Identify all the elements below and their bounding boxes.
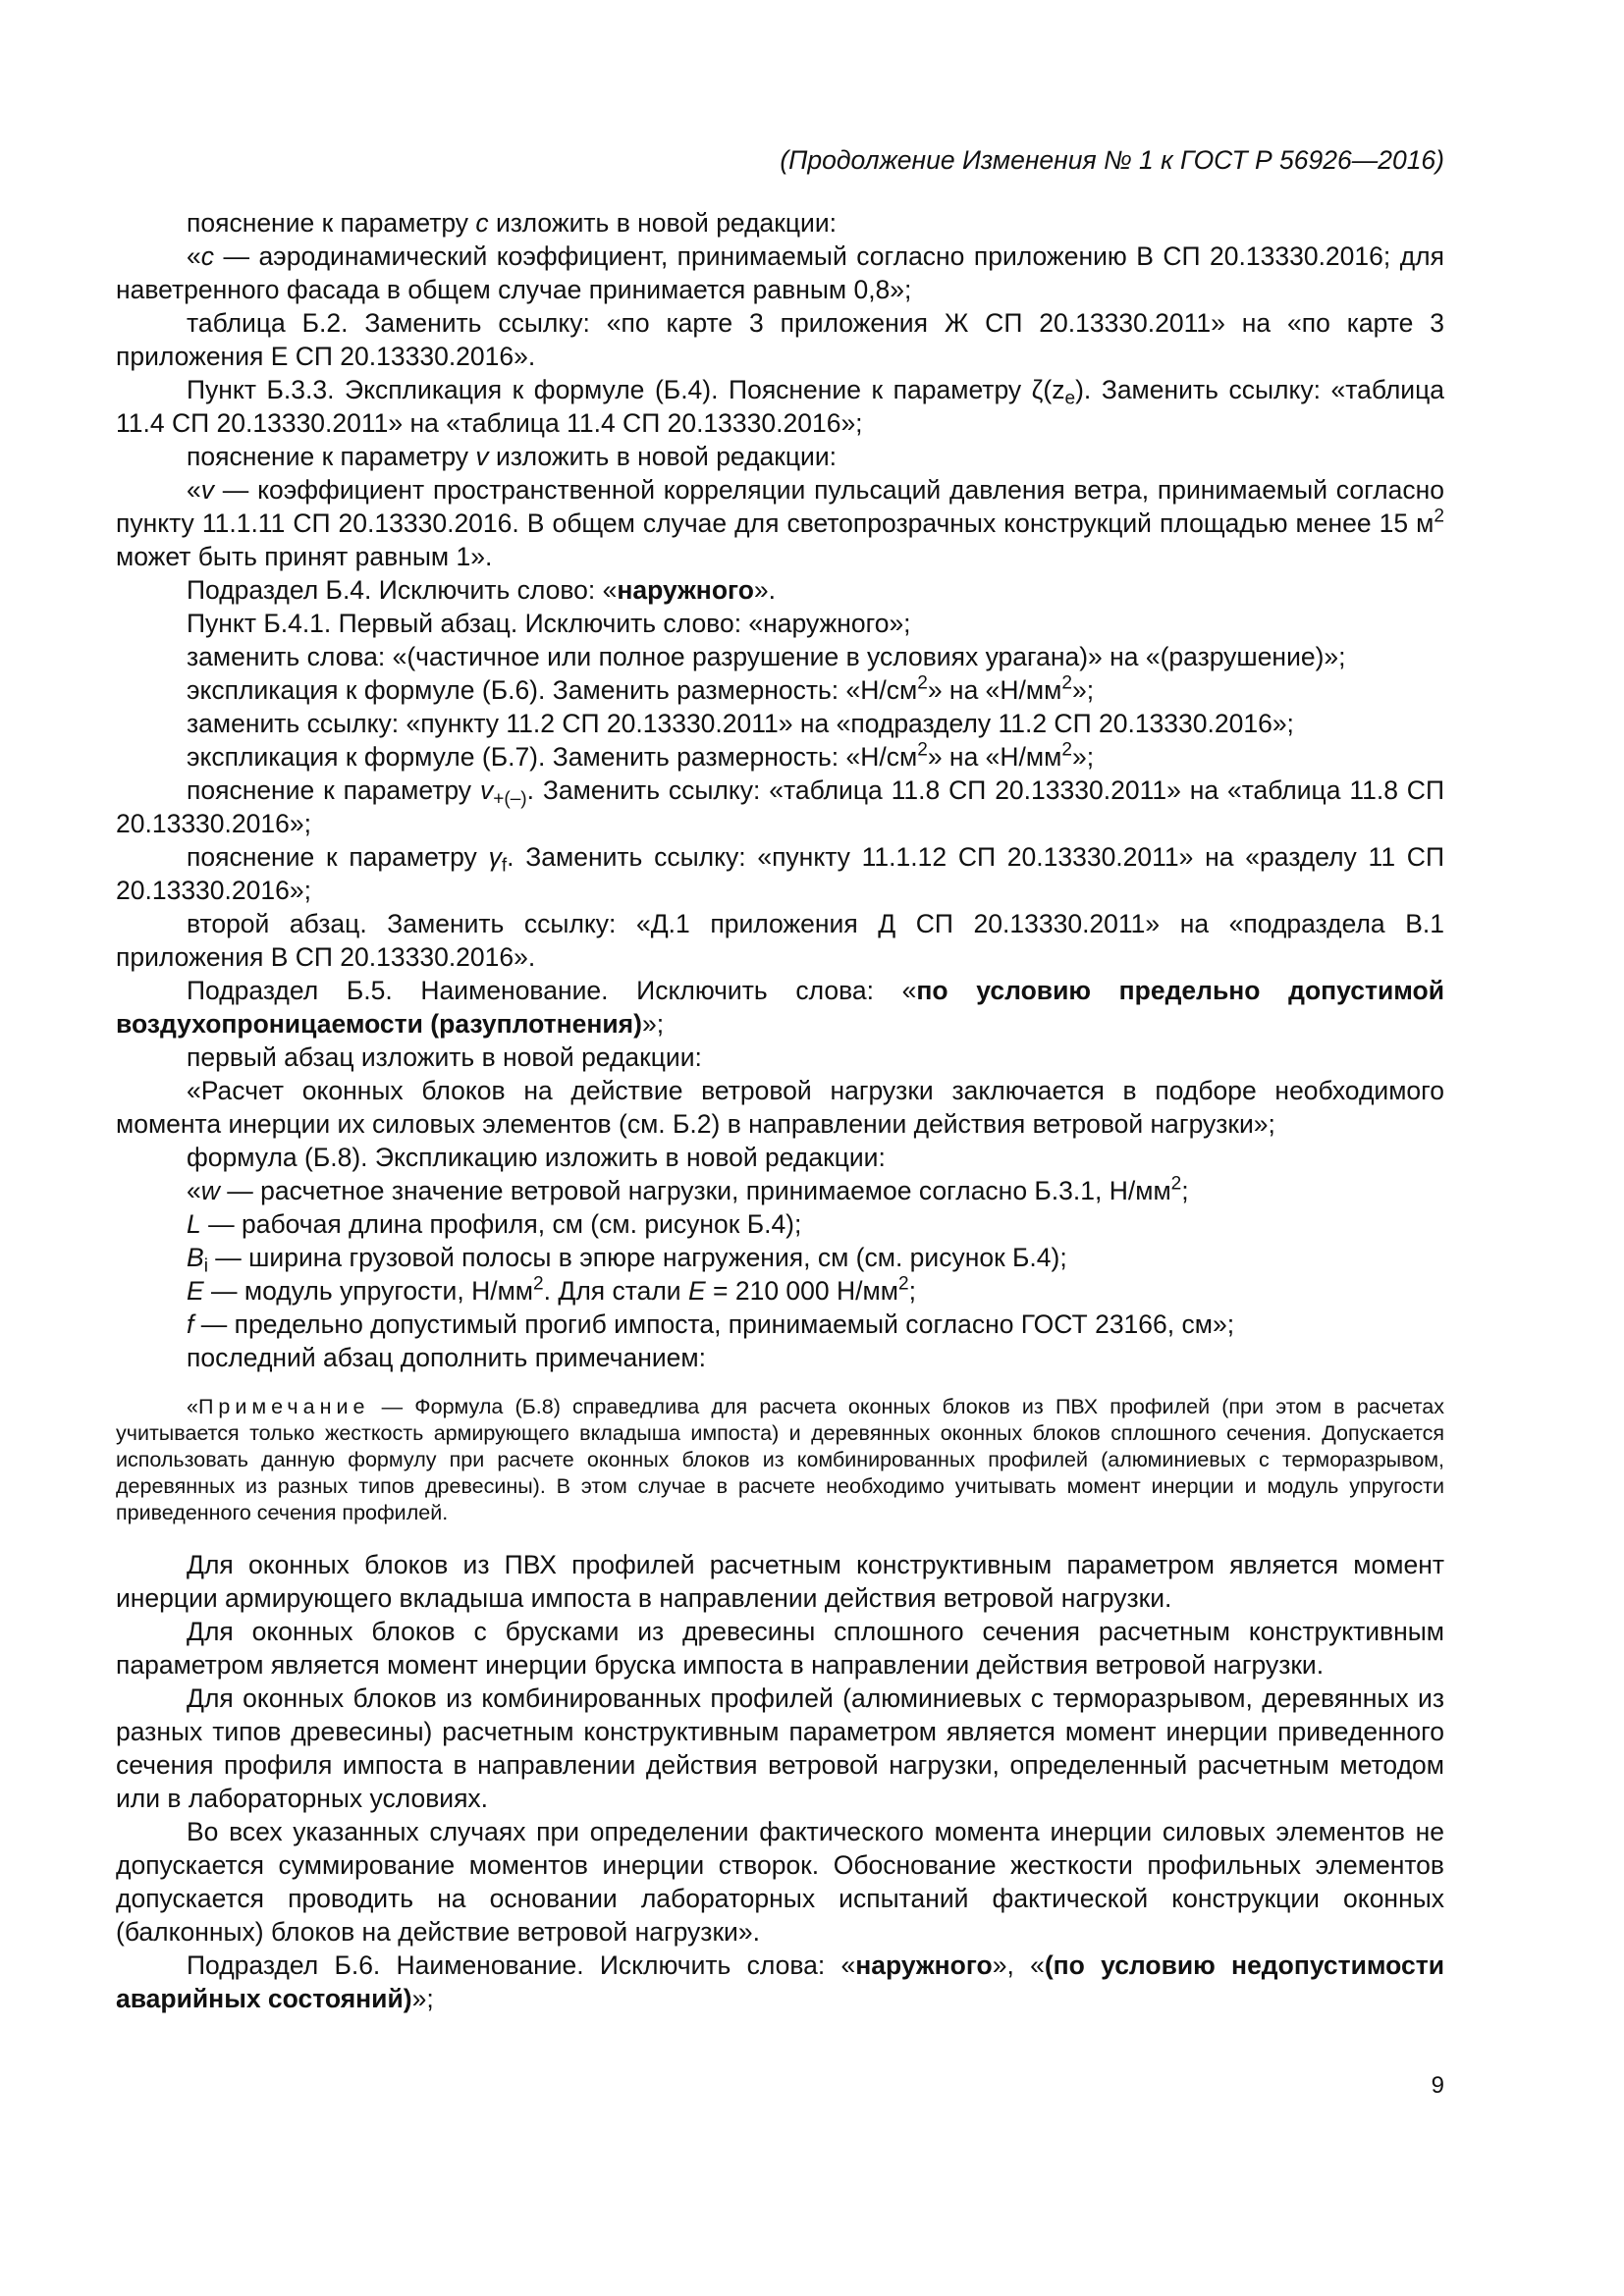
text-run: с: [200, 241, 214, 271]
text-run: L: [187, 1209, 201, 1239]
text-run: 2: [917, 672, 928, 694]
text-run: 2: [897, 1273, 909, 1295]
text-run: v: [475, 442, 489, 471]
page-number: 9: [1431, 2072, 1444, 2099]
text-run: 2: [1061, 739, 1072, 761]
text-run: 2: [1170, 1173, 1182, 1195]
text-run: v: [479, 775, 494, 805]
text-run: Примечание: [197, 1395, 370, 1418]
text-run: (по условию недопустимости аварийных состояний): [116, 1950, 1445, 2013]
paragraph: второй абзац. Заменить ссылку: «Д.1 приложения Д СП 20.13330.2011» на «подраздела В.1 приложения В СП 20.13330.2016».: [116, 909, 1444, 972]
paragraph: формула (Б.8). Экспликацию изложить в новой редакции:: [187, 1143, 886, 1172]
paragraph: Для оконных блоков из комбинированных профилей (алюминиевых с терморазрывом, деревянных из разных типов древесины) расчетным конструктивным параметром является момент инерции приведенного сечения профиля импоста в направлении действия ветровой нагрузки, определенный расчетным методом или в лабораторных условиях.: [116, 1683, 1444, 1813]
text-run: E: [187, 1276, 204, 1306]
paragraph: пояснение к параметру $v_{+(-)}$. Заменить ссылку: «таблица 11.8 СП 20.13330.2011» на «таблица 11.8 СП 20.13330.2016»;: [116, 775, 1444, 838]
text-run: 2: [1434, 506, 1444, 527]
paragraph: Подраздел Б.6. Наименование. Исключить слова: «наружного», «(по условию недопустимости аварийных состояний)»;: [116, 1950, 1445, 2013]
paragraph: «w — расчетное значение ветровой нагрузки, принимаемое согласно Б.3.1, $Н/мм^2$;: [187, 1173, 1189, 1205]
text-run: 2: [917, 739, 928, 761]
page-header: (Продолжение Изменения № 1 к ГОСТ Р 56926—2016): [780, 145, 1444, 175]
text-run: i: [203, 1255, 208, 1277]
text-run: B: [187, 1243, 204, 1272]
paragraph: f — предельно допустимый прогиб импоста, принимаемый согласно ГОСТ 23166, см»;: [187, 1309, 1235, 1339]
text-run: наружного: [855, 1950, 993, 1980]
text-run: E: [687, 1276, 706, 1306]
paragraph: Подраздел Б.4. Исключить слово: «наружного».: [187, 575, 776, 605]
paragraph: последний абзац дополнить примечанием:: [187, 1343, 706, 1372]
paragraph: экспликация к формуле (Б.7). Заменить размерность: «$Н/см^2$» на «$Н/мм^2$»;: [187, 739, 1095, 772]
text-run: f: [187, 1309, 194, 1339]
paragraph: Пункт Б.4.1. Первый абзац. Исключить слово: «наружного»;: [187, 609, 911, 638]
paragraph: «Расчет оконных блоков на действие ветровой нагрузки заключается в подборе необходимого момента инерции их силовых элементов (см. Б.2) в направлении действия ветровой нагрузки»;: [116, 1076, 1444, 1139]
paragraph: «v — коэффициент пространственной корреляции пульсаций давления ветра, принимаемый согласно пункту 11.1.11 СП 20.13330.2016. В общем случае для светопрозрачных конструкций площадью менее 15 $м^2$ может быть принят равным 1».: [116, 475, 1444, 571]
text-run: e: [1064, 388, 1076, 409]
note-paragraph: «Примечание — Формула (Б.8) справедлива для расчета оконных блоков из ПВХ профилей (при этом в расчетах учитывается только жесткость армирующего вкладыша импоста) и деревянных оконных блоков сплошного сечения. Допускается использовать данную формулу при расчете оконных блоков из комбинированных профилей (алюминиевых с терморазрывом, деревянных из разных типов древесины). В этом случае в расчете необходимо учитывать момент инерции и модуль упругости приведенного сечения профилей.: [116, 1395, 1444, 1524]
paragraph: экспликация к формуле (Б.6). Заменить размерность: «$Н/см^2$» на «$Н/мм^2$»;: [187, 672, 1095, 705]
text-run: с: [475, 208, 489, 238]
text-run: 2: [1061, 672, 1072, 694]
paragraph: Подраздел Б.5. Наименование. Исключить слова: «по условию предельно допустимой воздухопроницаемости (разуплотнения)»;: [116, 976, 1444, 1039]
paragraph: заменить ссылку: «пункту 11.2 СП 20.13330.2011» на «подразделу 11.2 СП 20.13330.2016»;: [187, 709, 1294, 738]
paragraph: пояснение к параметру с изложить в новой редакции:: [187, 208, 838, 238]
paragraph: первый абзац изложить в новой редакции:: [187, 1042, 702, 1072]
text-run: наружного: [617, 575, 754, 605]
paragraph: $B_i$ — ширина грузовой полосы в эпюре нагружения, см (см. рисунок Б.4);: [187, 1243, 1067, 1277]
text-run: по условию предельно допустимой воздухопроницаемости (разуплотнения): [116, 976, 1444, 1039]
text-run: f: [501, 855, 508, 877]
text-run: v: [200, 475, 214, 505]
paragraph: Пункт Б.3.3. Экспликация к формуле (Б.4). Пояснение к параметру $\zeta(z_e)$. Заменить ссылку: «таблица 11.4 СП 20.13330.2011» на «таблица 11.4 СП 20.13330.2016»;: [116, 375, 1444, 438]
paragraph: E — модуль упругости, $Н/мм^2$. Для стали E = 210 000 $Н/мм^2$;: [187, 1273, 916, 1306]
paragraph: L — рабочая длина профиля, см (см. рисунок Б.4);: [187, 1209, 802, 1239]
document-body: [116, 206, 1444, 2015]
text-run: +(–): [493, 788, 527, 810]
text-run: γ: [488, 842, 502, 872]
text-run: w: [200, 1176, 220, 1205]
paragraph: Для оконных блоков с брусками из древесины сплошного сечения расчетным конструктивным параметром является момент инерции бруска импоста в направлении действия ветровой нагрузки.: [116, 1617, 1444, 1680]
paragraph: заменить слова: «(частичное или полное разрушение в условиях урагана)» на «(разрушение)»;: [187, 642, 1346, 671]
paragraph: Во всех указанных случаях при определении фактического момента инерции силовых элементов не допускается суммирование моментов инерции створок. Обоснование жесткости профильных элементов допускается проводить на основании лабораторных испытаний фактической конструкции оконных (балконных) блоков на действие ветровой нагрузки».: [116, 1817, 1444, 1947]
paragraph: пояснение к параметру v изложить в новой редакции:: [187, 442, 838, 471]
text-run: 2: [533, 1273, 544, 1295]
paragraph: пояснение к параметру $\gamma_f$. Заменить ссылку: «пункту 11.1.12 СП 20.13330.2011» на «разделу 11 СП 20.13330.2016»;: [116, 842, 1444, 905]
paragraph: «с — аэродинамический коэффициент, принимаемый согласно приложению В СП 20.13330.2016; для наветренного фасада в общем случае принимается равным 0,8»;: [116, 241, 1444, 304]
paragraph: Для оконных блоков из ПВХ профилей расчетным конструктивным параметром является момент инерции армирующего вкладыша импоста в направлении действия ветровой нагрузки.: [116, 1550, 1444, 1613]
paragraph: таблица Б.2. Заменить ссылку: «по карте 3 приложения Ж СП 20.13330.2011» на «по карте 3 приложения Е СП 20.13330.2016».: [116, 308, 1444, 371]
